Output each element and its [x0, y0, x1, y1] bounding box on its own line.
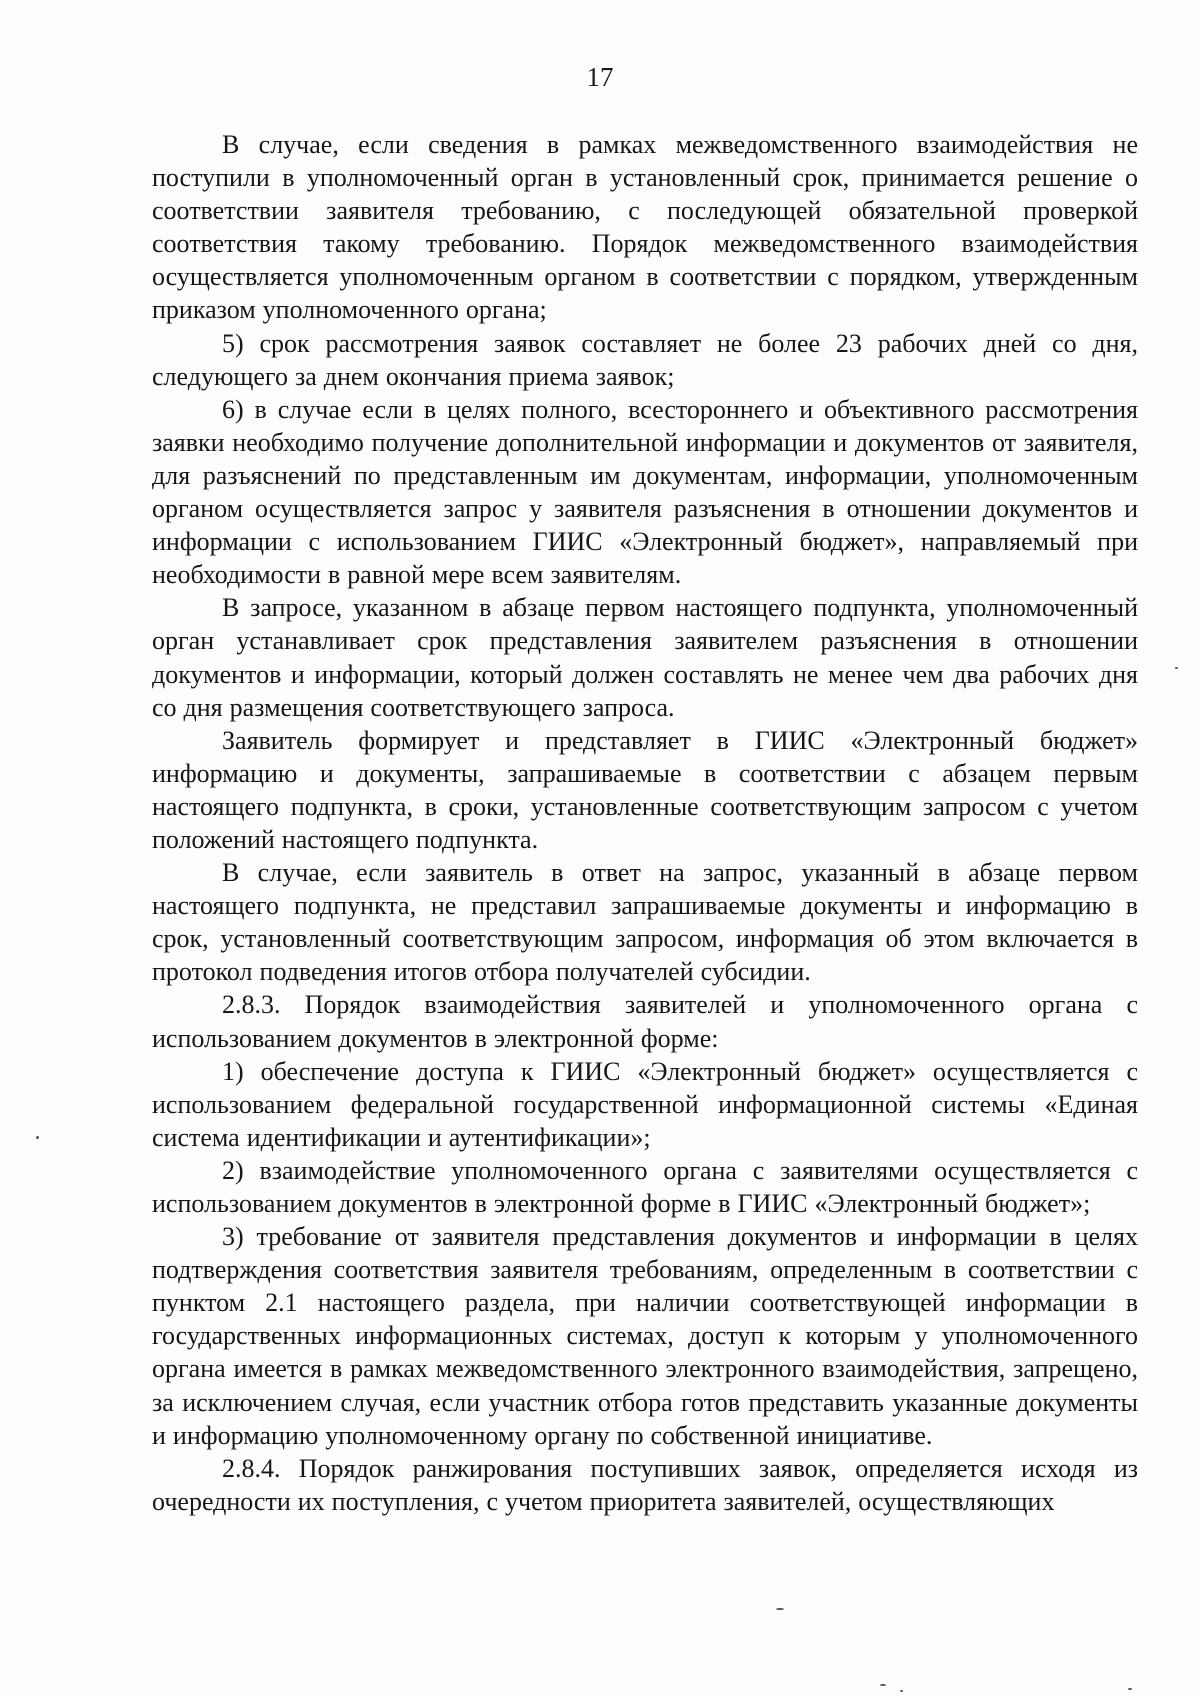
- scan-speck: [776, 1608, 784, 1610]
- scan-speck: [1175, 667, 1178, 669]
- paragraph: 2.8.4. Порядок ранжирования поступивших заявок, определяется исходя из очередности их поступления, с учетом приоритета заявителей, осуществляющих: [152, 1453, 1138, 1516]
- paragraph: В запросе, указанном в абзаце первом настоящего подпункта, уполномоченный орган устанавливает срок представления заявителем разъяснения в отношении документов и информации, который должен составлять не менее чем два рабочих дня со дня размещения соответствующего запроса.: [152, 593, 1138, 722]
- document-body: [152, 128, 1138, 1518]
- scan-speck: [880, 1684, 886, 1686]
- paragraph: 1) обеспечение доступа к ГИИС «Электронный бюджет» осуществляется с использованием федеральной государственной информационной системы «Единая система идентификации и аутентификации»;: [152, 1056, 1138, 1152]
- paragraph: В случае, если заявитель в ответ на запрос, указанный в абзаце первом настоящего подпункта, не представил запрашиваемые документы и информацию в срок, установленный соответствующим запросом, информация об этом включается в протокол подведения итогов отбора получателей субсидии.: [152, 858, 1138, 987]
- paragraph: В случае, если сведения в рамках межведомственного взаимодействия не поступили в уполномоченный орган в установленный срок, принимается решение о соответствии заявителя требованию, с последующей обязательной проверкой соответствия такому требованию. Порядок межведомственного взаимодействия осуществляется уполномоченным органом в соответствии с порядком, утвержденным приказом уполномоченного органа;: [152, 130, 1138, 325]
- paragraph: Заявитель формирует и представляет в ГИИС «Электронный бюджет» информацию и документы, запрашиваемые в соответствии с абзацем первым настоящего подпункта, в сроки, установленные соответствующим запросом с учетом положений настоящего подпункта.: [152, 725, 1138, 854]
- scan-speck: [900, 1690, 903, 1692]
- paragraph: 6) в случае если в целях полного, всестороннего и объективного рассмотрения заявки необходимо получение дополнительной информации и документов от заявителя, для разъяснений по представленным им документам, информации, уполномоченным органом осуществляется запрос у заявителя разъяснения в отношении документов и информации с использованием ГИИС «Электронный бюджет», направляемый при необходимости в равной мере всем заявителям.: [152, 394, 1138, 590]
- paragraph: 2.8.3. Порядок взаимодействия заявителей и уполномоченного органа с использованием документов в электронной форме:: [152, 990, 1138, 1053]
- paragraph: 2) взаимодействие уполномоченного органа с заявителями осуществляется с использованием документов в электронной форме в ГИИС «Электронный бюджет»;: [152, 1155, 1138, 1218]
- paragraph: 5) срок рассмотрения заявок составляет не более 23 рабочих дней со дня, следующего за днем окончания приема заявок;: [152, 328, 1138, 391]
- scan-speck: [1128, 1688, 1132, 1690]
- page-number: 17: [586, 62, 614, 92]
- scan-speck: [36, 1136, 39, 1139]
- paragraph: 3) требование от заявителя представления документов и информации в целях подтверждения соответствия заявителя требованиям, определенным в соответствии с пунктом 2.1 настоящего раздела, при наличии соответствующей информации в государственных информационных системах, доступ к которым у уполномоченного органа имеется в рамках межведомственного электронного взаимодействия, запрещено, за исключением случая, если участник отбора готов представить указанные документы и информацию уполномоченному органу по собственной инициативе.: [152, 1222, 1138, 1450]
